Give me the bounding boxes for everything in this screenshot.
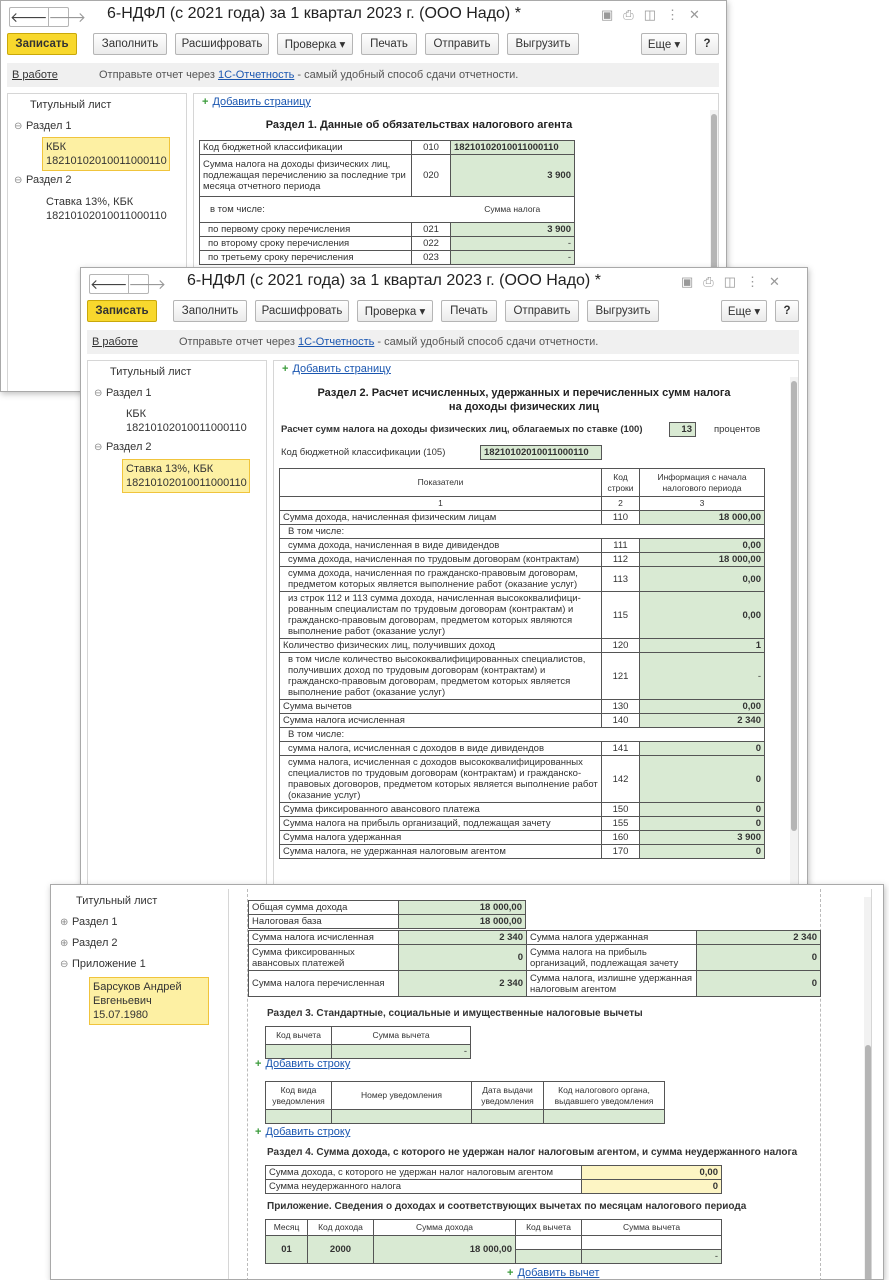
fill-button[interactable]: Заполнить	[93, 33, 167, 55]
table-row	[266, 1110, 665, 1124]
close-icon[interactable]: ✕	[689, 7, 700, 22]
menu-icon[interactable]: ⋮	[666, 7, 679, 22]
section3-title: Раздел 3. Стандартные, социальные и имущественные налоговые вычеты	[267, 1008, 643, 1019]
tree-item-title-sheet[interactable]: Титульный лист	[30, 99, 112, 111]
table-row	[280, 803, 765, 817]
table-header: 1 2 3	[280, 497, 765, 511]
table-row: Сумма налога исчисленная 2 340 Сумма налога удержанная 2 340	[249, 931, 821, 945]
row-value-field[interactable]: 0,00	[640, 539, 765, 553]
table-row	[280, 756, 765, 803]
row-code: 111	[602, 539, 640, 553]
add-row-link[interactable]: + Добавить строку	[255, 1126, 351, 1138]
income-sum-field[interactable]: 18 000,00	[374, 1236, 516, 1264]
table-row	[266, 1236, 722, 1250]
status-link[interactable]: В работе	[12, 69, 58, 81]
total-income-field[interactable]: 18 000,00	[399, 901, 526, 915]
row-code: 155	[602, 817, 640, 831]
menu-icon[interactable]: ⋮	[746, 274, 759, 289]
row-value-field[interactable]: 1	[640, 639, 765, 653]
income-code-field[interactable]: 2000	[308, 1236, 374, 1264]
row-code: 140	[602, 714, 640, 728]
table-row: Общая сумма дохода 18 000,00	[249, 901, 526, 915]
row-code: 130	[602, 700, 640, 714]
row-code: 115	[602, 592, 640, 639]
section1-table	[199, 140, 575, 265]
save-button[interactable]: Записать	[87, 300, 157, 322]
tree-item-title-sheet[interactable]: Титульный лист	[110, 366, 192, 378]
tree-item-section2[interactable]: ⊖ Раздел 2	[14, 174, 72, 186]
row-code: 150	[602, 803, 640, 817]
window-icons	[601, 7, 700, 23]
toolbar	[81, 300, 807, 324]
save-icon[interactable]: ▣	[601, 7, 614, 22]
forward-icon[interactable]: 🡒	[128, 275, 167, 292]
send-button[interactable]: Отправить	[425, 33, 499, 55]
reporting-link[interactable]: 1С-Отчетность	[218, 69, 295, 81]
back-icon[interactable]: 🡐	[90, 275, 128, 292]
row-code: 110	[602, 511, 640, 525]
table-row	[280, 742, 765, 756]
export-button[interactable]: Выгрузить	[507, 33, 579, 55]
table-header: Месяц Код дохода Сумма дохода Код вычета Сумма вычета	[266, 1220, 722, 1236]
term3-field[interactable]: -	[451, 251, 575, 265]
tax-base-field[interactable]: 18 000,00	[399, 915, 526, 929]
row-label: Сумма вычетов	[280, 700, 602, 714]
kbk-value-field[interactable]: 18210102010011000110	[480, 445, 602, 460]
row-label: Количество физических лиц, получивших доход	[280, 639, 602, 653]
deduction-sum-cell[interactable]: -	[582, 1250, 722, 1264]
add-row-link[interactable]: + Добавить строку	[255, 1058, 351, 1070]
print-icon[interactable]: ⎙	[703, 274, 714, 289]
add-page-link[interactable]: + Добавить страницу	[282, 363, 391, 375]
print-button[interactable]: Печать	[361, 33, 417, 55]
row-label: сумма дохода, начисленная по трудовым договорам (контрактам)	[280, 553, 602, 567]
report-window-appendix	[50, 884, 884, 1280]
tax-summary-table	[248, 930, 821, 997]
row-value-field	[640, 525, 765, 539]
row-value-field[interactable]: 0	[640, 756, 765, 803]
table-row	[266, 1045, 471, 1059]
row-label: Сумма налога на прибыль организаций, подлежащая зачету	[280, 817, 602, 831]
decode-button[interactable]: Расшифровать	[175, 33, 269, 55]
row-value-field[interactable]: 0,00	[640, 567, 765, 592]
table-row: Сумма фиксированных авансовых платежей 0 Сумма налога на прибыль организаций, подлежащая зачету 0	[249, 945, 821, 971]
notif-number-field[interactable]	[332, 1110, 472, 1124]
add-page-link[interactable]: + Добавить страницу	[202, 96, 311, 108]
tree-item-kbk[interactable]: КБК 18210102010011000110	[126, 408, 247, 434]
sections-tree	[87, 360, 267, 892]
toolbar	[1, 33, 726, 57]
income-summary-table	[248, 900, 526, 929]
row-code	[602, 525, 640, 539]
collapse-icon[interactable]: ⊖	[14, 175, 23, 186]
deductions-table	[265, 1026, 471, 1059]
table-row: по первому сроку перечисления 021 3 900	[200, 223, 575, 237]
table-row	[280, 714, 765, 728]
report-form	[273, 360, 799, 892]
row-value-field[interactable]: 0	[640, 803, 765, 817]
row-value-field[interactable]: 2 340	[640, 714, 765, 728]
appendix-title: Приложение. Сведения о доходах и соответствующих вычетах по месяцам налогового периода	[267, 1201, 747, 1212]
row-label: Сумма фиксированного авансового платежа	[280, 803, 602, 817]
add-deduction-link[interactable]: + Добавить вычет	[507, 1267, 600, 1279]
row-code: 141	[602, 742, 640, 756]
row-value-field[interactable]: -	[640, 653, 765, 700]
report-form	[228, 889, 872, 1280]
table-row: Код бюджетной классификации 010 18210102010011000110	[200, 141, 575, 155]
table-row: по второму сроку перечисления 022 -	[200, 237, 575, 251]
unwithheld-tax-field[interactable]: 0	[582, 1180, 722, 1194]
row-label: В том числе:	[280, 525, 602, 539]
table-row	[280, 700, 765, 714]
excess-withheld-field[interactable]: 0	[697, 971, 821, 997]
nav-buttons	[9, 7, 87, 27]
tree-item-section1[interactable]: ⊖ Раздел 1	[94, 387, 152, 399]
row-code: 160	[602, 831, 640, 845]
more-button[interactable]: Еще ▾	[721, 300, 767, 322]
collapse-icon[interactable]: ⊖	[14, 121, 23, 132]
advance-payments-field[interactable]: 0	[399, 945, 527, 971]
title-bar	[1, 1, 726, 31]
row-code: 142	[602, 756, 640, 803]
row-label: сумма налога, исчисленная с доходов в виде дивидендов	[280, 742, 602, 756]
forward-icon[interactable]: 🡒	[48, 8, 87, 25]
check-button[interactable]: Проверка ▾	[277, 33, 353, 55]
row-label: сумма налога, исчисленная с доходов высококвалифицированных специалистов по трудовым договорам (контрактам) и гражданско-правовых договоров, предметом которых является выполнение работ (оказание услуг)	[280, 756, 602, 803]
row-label: в том числе количество высококвалифицированных специалистов, получивших доход по трудовым договорам (контрактам) и гражданско-правовым договорам, предметом которых является выполнение работ (оказание услуг)	[280, 653, 602, 700]
table-row	[280, 831, 765, 845]
tree-item-rate-selected[interactable]: Ставка 13%, КБК 18210102010011000110	[122, 459, 250, 493]
row-value-field[interactable]: 18 000,00	[640, 553, 765, 567]
tree-item-person-selected[interactable]: Барсуков Андрей Евгеньевич 15.07.1980	[89, 977, 209, 1025]
export-button[interactable]: Выгрузить	[587, 300, 659, 322]
table-row: в том числе: Сумма налога	[200, 197, 575, 223]
tax-withheld-field[interactable]: 2 340	[697, 931, 821, 945]
check-button[interactable]: Проверка ▾	[357, 300, 433, 322]
table-header: Код вычета Сумма вычета	[266, 1027, 471, 1045]
info-text: Отправьте отчет через 1С-Отчетность - самый удобный способ сдачи отчетности.	[99, 69, 519, 81]
reporting-link[interactable]: 1С-Отчетность	[298, 336, 375, 348]
info-text: Отправьте отчет через 1С-Отчетность - самый удобный способ сдачи отчетности.	[179, 336, 599, 348]
table-row: Сумма налога на доходы физических лиц, подлежащая перечислению за последние три месяца отчетного периода 020 3 900	[200, 155, 575, 197]
info-bar	[7, 63, 719, 87]
tree-item-title-sheet[interactable]: Титульный лист	[76, 895, 158, 907]
row-value-field	[640, 728, 765, 742]
tree-item-appendix1[interactable]: ⊖ Приложение 1	[60, 958, 146, 970]
vertical-scrollbar[interactable]	[864, 897, 872, 1280]
table-row	[280, 817, 765, 831]
send-button[interactable]: Отправить	[505, 300, 579, 322]
tree-item-section2[interactable]: ⊕ Раздел 2	[60, 937, 118, 949]
save-button[interactable]: Записать	[7, 33, 77, 55]
row-value-field[interactable]: 18 000,00	[640, 511, 765, 525]
section2-table	[279, 468, 765, 859]
row-code: 113	[602, 567, 640, 592]
print-button[interactable]: Печать	[441, 300, 497, 322]
rate-value-field[interactable]: 13	[669, 422, 696, 437]
row-value-field[interactable]: 0	[640, 845, 765, 859]
decode-button[interactable]: Расшифровать	[255, 300, 349, 322]
rate-unit: процентов	[714, 424, 761, 435]
tax-transferred-field[interactable]: 2 340	[399, 971, 527, 997]
table-row	[280, 539, 765, 553]
tree-item-rate[interactable]: Ставка 13%, КБК 18210102010011000110	[46, 196, 167, 222]
table-row	[280, 567, 765, 592]
deduction-sum-field[interactable]: -	[332, 1045, 471, 1059]
vertical-scrollbar[interactable]	[790, 377, 798, 892]
table-row	[280, 639, 765, 653]
info-bar	[87, 330, 799, 354]
help-button[interactable]: ?	[695, 33, 719, 55]
status-link[interactable]: В работе	[92, 336, 138, 348]
row-value-field[interactable]: 0	[640, 817, 765, 831]
preview-icon[interactable]: ◫	[643, 7, 656, 22]
row-label: Сумма налога удержанная	[280, 831, 602, 845]
print-icon[interactable]: ⎙	[623, 7, 634, 22]
row-label: сумма дохода, начисленная в виде дивидендов	[280, 539, 602, 553]
tree-item-section1[interactable]: ⊕ Раздел 1	[60, 916, 118, 928]
section4-table	[265, 1165, 722, 1194]
row-value-field[interactable]: 0	[640, 742, 765, 756]
save-icon[interactable]: ▣	[681, 274, 694, 289]
close-icon[interactable]: ✕	[769, 274, 780, 289]
row-value-field[interactable]: 0,00	[640, 592, 765, 639]
table-row: по третьему сроку перечисления 023 -	[200, 251, 575, 265]
row-code: 170	[602, 845, 640, 859]
section-title: Раздел 1. Данные об обязательствах налогового агента	[265, 119, 573, 131]
expand-icon[interactable]: ⊕	[60, 917, 69, 928]
tree-item-section2[interactable]: ⊖ Раздел 2	[94, 441, 152, 453]
row-code	[602, 728, 640, 742]
table-row: Налоговая база 18 000,00	[249, 915, 526, 929]
more-button[interactable]: Еще ▾	[641, 33, 687, 55]
table-row	[280, 728, 765, 742]
table-row	[280, 525, 765, 539]
notifications-table	[265, 1081, 665, 1124]
table-row: Сумма дохода, с которого не удержан налог налоговым агентом 0,00	[266, 1166, 722, 1180]
rate-label: Расчет сумм налога на доходы физических лиц, облагаемых по ставке (100)	[281, 424, 643, 435]
row-code: 112	[602, 553, 640, 567]
table-row	[280, 553, 765, 567]
back-icon[interactable]: 🡐	[10, 8, 48, 25]
expand-icon[interactable]: ⊕	[60, 938, 69, 949]
kbk-label: Код бюджетной классификации (105)	[281, 447, 446, 458]
window-icons	[681, 274, 780, 290]
preview-icon[interactable]: ◫	[723, 274, 736, 289]
untaxed-income-field[interactable]: 0,00	[582, 1166, 722, 1180]
title-bar	[81, 268, 807, 298]
table-row: Сумма неудержанного налога 0	[266, 1180, 722, 1194]
collapse-icon[interactable]: ⊖	[94, 388, 103, 399]
fill-button[interactable]: Заполнить	[173, 300, 247, 322]
tax-calculated-field[interactable]: 2 340	[399, 931, 527, 945]
collapse-icon[interactable]: ⊖	[94, 442, 103, 453]
sections-tree	[56, 889, 222, 1280]
notif-date-field[interactable]	[472, 1110, 544, 1124]
tree-item-section1[interactable]: ⊖ Раздел 1	[14, 120, 72, 132]
table-header: Показатели Код строки Информация с начала налогового периода	[280, 469, 765, 497]
report-window-section2	[80, 267, 808, 892]
row-label: Сумма налога исчисленная	[280, 714, 602, 728]
term2-field[interactable]: -	[451, 237, 575, 251]
kbk-value-field[interactable]: 18210102010011000110	[451, 141, 575, 155]
row-code: 120	[602, 639, 640, 653]
section-title: Раздел 2. Расчет исчисленных, удержанных и перечисленных сумм налога на доходы физических лиц	[317, 387, 731, 413]
row-label: Сумма дохода, начисленная физическим лицам	[280, 511, 602, 525]
row-value-field[interactable]: 0,00	[640, 700, 765, 714]
tree-item-kbk-selected[interactable]: КБК 18210102010011000110	[42, 137, 170, 171]
row-code: 121	[602, 653, 640, 700]
table-row	[280, 653, 765, 700]
nav-buttons	[89, 274, 167, 294]
collapse-icon[interactable]: ⊖	[60, 959, 69, 970]
month-field[interactable]: 01	[266, 1236, 308, 1264]
row-label: из строк 112 и 113 сумма дохода, начисленная высококвалифици-рованным специалистам по трудовым договорам (контрактам) и гражданско-правовым договорам, предметом которых являются выполнение работ (оказание услуг)	[280, 592, 602, 639]
notif-authority-field[interactable]	[544, 1110, 665, 1124]
profit-tax-field[interactable]: 0	[697, 945, 821, 971]
row-label: В том числе:	[280, 728, 602, 742]
deduction-code-field[interactable]	[266, 1045, 332, 1059]
help-button[interactable]: ?	[775, 300, 799, 322]
row-label: сумма дохода, начисленная по гражданско-правовым договорам, предметом которых является выполнение работ (оказание услуг)	[280, 567, 602, 592]
section4-title: Раздел 4. Сумма дохода, с которого не удержан налог налоговым агентом, и сумма неудержанного налога	[267, 1147, 798, 1158]
appendix-table	[265, 1219, 722, 1264]
row-label: Сумма налога, не удержанная налоговым агентом	[280, 845, 602, 859]
term1-field[interactable]: 3 900	[451, 223, 575, 237]
table-row: Сумма налога перечисленная 2 340 Сумма налога, излишне удержанная налоговым агентом 0	[249, 971, 821, 997]
table-row	[280, 592, 765, 639]
row-value-field[interactable]: 3 900	[640, 831, 765, 845]
window-title: 6-НДФЛ (с 2021 года) за 1 квартал 2023 г. (ООО Надо) *	[187, 272, 601, 289]
deduction-code-cell[interactable]	[516, 1250, 582, 1264]
window-title: 6-НДФЛ (с 2021 года) за 1 квартал 2023 г. (ООО Надо) *	[107, 5, 521, 22]
notif-code-field[interactable]	[266, 1110, 332, 1124]
table-row	[280, 511, 765, 525]
table-header: Код вида уведомления Номер уведомления Дата выдачи уведомления Код налогового органа, выдавшего уведомления	[266, 1082, 665, 1110]
tax-sum-field[interactable]: 3 900	[451, 155, 575, 197]
table-row	[280, 845, 765, 859]
